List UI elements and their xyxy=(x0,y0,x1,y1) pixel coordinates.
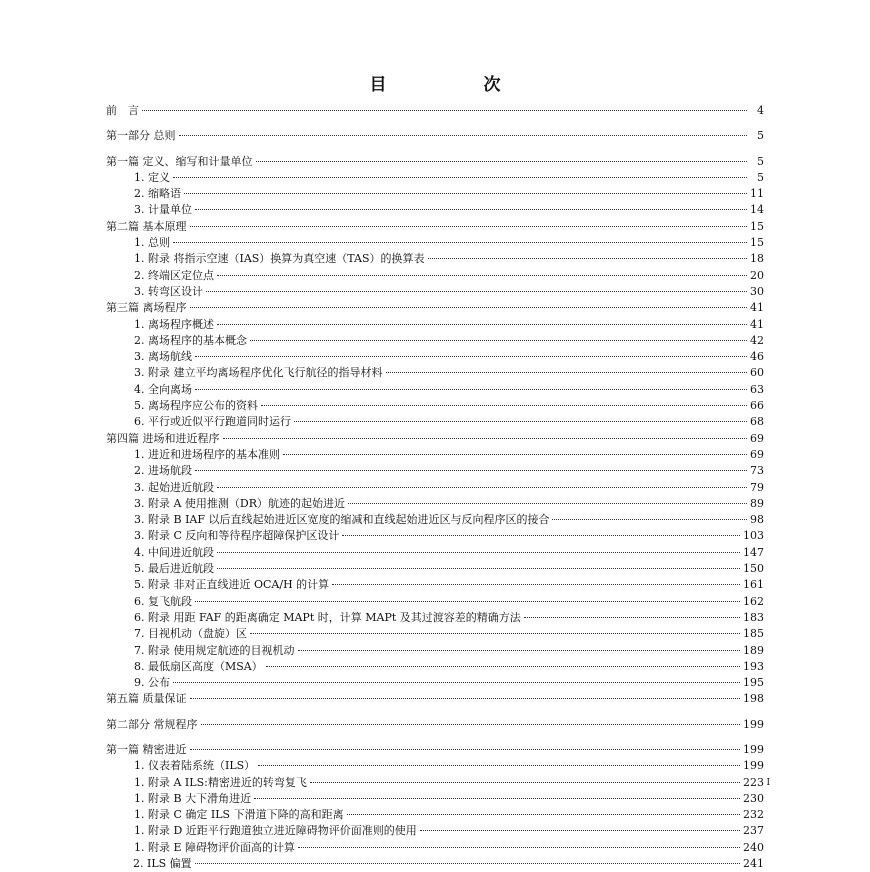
toc-entry-page: 199 xyxy=(743,759,764,773)
toc-entry-label: 6. 平行或近似平行跑道同时运行 xyxy=(134,415,291,429)
toc-entry-page: 162 xyxy=(743,594,764,608)
toc-entry-page: 198 xyxy=(743,692,764,706)
toc-entry[interactable] xyxy=(106,675,764,691)
toc-entry-page: 223 xyxy=(743,775,764,789)
dot-leader xyxy=(195,470,747,471)
toc-entry-page: 189 xyxy=(743,643,764,657)
dot-leader xyxy=(195,601,740,602)
toc-entry[interactable] xyxy=(106,823,764,839)
toc-entry-label: 7. 附录 使用规定航迹的目视机动 xyxy=(134,643,295,657)
toc-entry[interactable] xyxy=(106,333,764,349)
toc-entry-label: 5. 最后进近航段 xyxy=(134,562,214,576)
toc-entry-page: 98 xyxy=(750,513,764,527)
toc-entry[interactable] xyxy=(106,235,764,251)
toc-entry[interactable] xyxy=(106,840,764,856)
toc-entry-page: 193 xyxy=(743,659,764,673)
dot-leader xyxy=(184,193,747,194)
toc-entry[interactable] xyxy=(106,251,764,267)
toc-entry[interactable] xyxy=(106,170,764,186)
toc-entry-label: 第一篇 精密进近 xyxy=(106,742,187,756)
toc-entry-label: 1. 定义 xyxy=(134,170,170,184)
toc-entry-page: 69 xyxy=(750,447,764,461)
dot-leader xyxy=(386,372,748,373)
toc-entry[interactable] xyxy=(106,594,764,610)
toc-entry[interactable] xyxy=(106,512,764,528)
toc-entry-page: 5 xyxy=(757,129,764,143)
toc-entry[interactable] xyxy=(106,414,764,430)
toc-entry-page: 195 xyxy=(743,676,764,690)
toc-entry-label: 3. 转弯区设计 xyxy=(134,284,203,298)
toc-entry-label: 9. 公布 xyxy=(134,676,170,690)
toc-entry-label: 3. 附录 建立平均离场程序优化飞行航径的指导材料 xyxy=(134,366,383,380)
toc-entry-page: 232 xyxy=(743,808,764,822)
toc-entry[interactable] xyxy=(106,349,764,365)
toc-title: 目 次 xyxy=(369,75,541,95)
toc-entry-page: 79 xyxy=(750,480,764,494)
toc-entry-label: 第一部分 总则 xyxy=(106,129,176,143)
toc-entry-page: 63 xyxy=(750,382,764,396)
toc-entry-label: 1. 附录 A ILS:精密进近的转弯复飞 xyxy=(134,775,307,789)
dot-leader xyxy=(294,421,747,422)
toc-entry-label: 2. 缩略语 xyxy=(134,187,181,201)
toc-entry[interactable] xyxy=(106,561,764,577)
toc-entry[interactable] xyxy=(106,480,764,496)
toc-entry-page: 73 xyxy=(750,464,764,478)
dot-leader xyxy=(348,503,747,504)
toc-entry-page: 89 xyxy=(750,496,764,510)
toc-entry-page: 30 xyxy=(750,284,764,298)
toc-entry-label: 1. 附录 将指示空速（IAS）换算为真空速（TAS）的换算表 xyxy=(134,252,425,266)
toc-entry-label: 第二篇 基本原理 xyxy=(106,219,187,233)
toc-entry-label: 第四篇 进场和进近程序 xyxy=(106,431,220,445)
toc-entry-label: 2. 终端区定位点 xyxy=(134,268,214,282)
dot-leader xyxy=(342,535,740,536)
toc-entry-label: 4. 全向离场 xyxy=(134,382,192,396)
dot-leader xyxy=(201,724,741,725)
toc-entry[interactable] xyxy=(106,317,764,333)
toc-entry[interactable] xyxy=(106,807,764,823)
toc-entry[interactable] xyxy=(106,856,764,872)
toc-entry-page: 69 xyxy=(750,431,764,445)
dot-leader xyxy=(173,682,740,683)
dot-leader xyxy=(206,291,747,292)
toc-entry[interactable] xyxy=(106,154,764,170)
toc-entry[interactable] xyxy=(106,742,764,758)
toc-entry-page: 147 xyxy=(743,545,764,559)
dot-leader xyxy=(195,389,747,390)
toc-entry-label: 4. 中间进近航段 xyxy=(134,545,214,559)
toc-entry[interactable] xyxy=(106,284,764,300)
toc-entry-page: 20 xyxy=(750,268,764,282)
toc-entry[interactable] xyxy=(106,691,764,707)
table-of-contents xyxy=(106,103,764,872)
dot-leader xyxy=(524,617,740,618)
dot-leader xyxy=(217,568,740,569)
dot-leader xyxy=(217,552,740,553)
dot-leader xyxy=(223,438,748,439)
toc-entry[interactable] xyxy=(106,431,764,447)
toc-entry-page: 240 xyxy=(743,840,764,854)
toc-entry-page: 60 xyxy=(750,366,764,380)
dot-leader xyxy=(190,226,748,227)
toc-entry-label: 第五篇 质量保证 xyxy=(106,692,187,706)
toc-entry-page: 42 xyxy=(750,333,764,347)
toc-entry-label: 3. 附录 C 反向和等待程序超障保护区设计 xyxy=(134,529,340,543)
toc-entry-page: 5 xyxy=(757,154,764,168)
toc-entry[interactable] xyxy=(106,626,764,642)
toc-entry-label: 1. 附录 B 大下滑角进近 xyxy=(134,791,252,805)
toc-entry-page: 199 xyxy=(743,717,764,731)
dot-leader xyxy=(195,863,740,864)
toc-entry-page: 46 xyxy=(750,350,764,364)
dot-leader xyxy=(217,324,747,325)
toc-entry-label: 第三篇 离场程序 xyxy=(106,301,187,315)
dot-leader xyxy=(190,698,741,699)
toc-entry-label: 5. 离场程序应公布的资料 xyxy=(134,399,258,413)
toc-entry[interactable] xyxy=(106,219,764,235)
toc-entry-label: 3. 附录 A 使用推测（DR）航迹的起始进近 xyxy=(134,496,346,510)
toc-entry[interactable] xyxy=(106,496,764,512)
toc-entry-page: 14 xyxy=(750,203,764,217)
toc-entry-page: 66 xyxy=(750,399,764,413)
toc-entry-page: 230 xyxy=(743,791,764,805)
toc-entry-page: 199 xyxy=(743,742,764,756)
toc-entry-label: 5. 附录 非对正直线进近 OCA/H 的计算 xyxy=(134,578,330,592)
toc-entry-label: 3. 计量单位 xyxy=(134,203,192,217)
toc-entry-label: 8. 最低扇区高度（MSA） xyxy=(134,659,263,673)
dot-leader xyxy=(258,765,740,766)
toc-entry-page: 18 xyxy=(750,252,764,266)
dot-leader xyxy=(261,405,747,406)
toc-entry[interactable] xyxy=(106,128,764,144)
toc-entry[interactable] xyxy=(106,643,764,659)
dot-leader xyxy=(428,258,747,259)
toc-entry-label: 第一篇 定义、缩写和计量单位 xyxy=(106,154,253,168)
toc-entry-page: 185 xyxy=(743,627,764,641)
toc-entry-label: 前 言 xyxy=(106,104,139,117)
toc-entry-label: 2. ILS 偏置 xyxy=(133,857,192,871)
dot-leader xyxy=(195,356,747,357)
toc-entry[interactable] xyxy=(106,186,764,202)
toc-entry-label: 6. 附录 用距 FAF 的距离确定 MAPt 时，计算 MAPt 及其过渡容差的精确方法 xyxy=(134,610,521,624)
toc-entry[interactable] xyxy=(106,717,764,733)
toc-entry[interactable] xyxy=(106,382,764,398)
dot-leader xyxy=(283,454,747,455)
dot-leader xyxy=(173,242,747,243)
toc-entry[interactable] xyxy=(106,528,764,544)
toc-entry-label: 6. 复飞航段 xyxy=(134,594,192,608)
dot-leader xyxy=(217,487,747,488)
toc-entry-page: 103 xyxy=(743,529,764,543)
toc-entry-label: 7. 目视机动（盘旋）区 xyxy=(134,627,247,641)
dot-leader xyxy=(266,666,740,667)
toc-entry-label: 第二部分 常规程序 xyxy=(106,717,198,731)
toc-entry-label: 2. 进场航段 xyxy=(134,464,192,478)
toc-entry-page: 5 xyxy=(757,170,764,184)
toc-entry-label: 2. 离场程序的基本概念 xyxy=(134,333,247,347)
toc-entry-label: 1. 仪表着陆系统（ILS） xyxy=(134,759,256,773)
toc-entry-page: 150 xyxy=(743,562,764,576)
toc-entry-page: 241 xyxy=(743,857,764,871)
toc-entry[interactable] xyxy=(106,202,764,218)
toc-entry[interactable] xyxy=(106,463,764,479)
toc-entry[interactable] xyxy=(106,103,764,119)
toc-entry[interactable] xyxy=(106,791,764,807)
toc-entry[interactable] xyxy=(106,758,764,774)
toc-entry-page: 161 xyxy=(743,578,764,592)
dot-leader xyxy=(173,177,747,178)
toc-entry[interactable] xyxy=(106,775,764,791)
dot-leader xyxy=(298,847,740,848)
dot-leader xyxy=(179,135,748,136)
dot-leader xyxy=(195,209,747,210)
dot-leader xyxy=(347,814,740,815)
dot-leader xyxy=(190,749,741,750)
toc-entry-label: 3. 起始进近航段 xyxy=(134,480,214,494)
toc-entry-label: 3. 附录 B IAF 以后直线起始进近区宽度的缩减和直线起始进近区与反向程序区的接合 xyxy=(134,513,550,527)
dot-leader xyxy=(250,340,747,341)
toc-entry-label: 1. 附录 E 障碍物评价面高的计算 xyxy=(134,840,296,854)
dot-leader xyxy=(190,307,748,308)
toc-entry[interactable] xyxy=(106,300,764,316)
toc-entry-page: 11 xyxy=(750,187,764,201)
dot-leader xyxy=(256,161,748,162)
toc-entry[interactable] xyxy=(106,545,764,561)
toc-entry-label: 1. 附录 C 确定 ILS 下滑道下降的高和距离 xyxy=(134,808,344,822)
toc-entry-label: 3. 离场航线 xyxy=(134,350,192,364)
toc-entry-page: 15 xyxy=(750,236,764,250)
toc-entry-page: 237 xyxy=(743,824,764,838)
dot-leader xyxy=(420,830,740,831)
toc-entry[interactable] xyxy=(106,577,764,593)
toc-entry-page: 41 xyxy=(750,301,764,315)
dot-leader xyxy=(142,110,747,111)
page-number: I xyxy=(766,778,770,788)
toc-entry-page: 183 xyxy=(743,610,764,624)
toc-entry[interactable] xyxy=(106,398,764,414)
toc-entry-label: 1. 进近和进场程序的基本准则 xyxy=(134,447,280,461)
dot-leader xyxy=(217,275,747,276)
dot-leader xyxy=(310,782,740,783)
toc-entry-page: 68 xyxy=(750,415,764,429)
dot-leader xyxy=(552,519,747,520)
toc-entry-label: 1. 总则 xyxy=(134,236,170,250)
toc-entry-label: 1. 附录 D 近距平行跑道独立进近障碍物评价面准则的使用 xyxy=(134,824,417,838)
dot-leader xyxy=(250,633,740,634)
toc-entry-page: 4 xyxy=(757,104,764,117)
toc-entry[interactable] xyxy=(106,447,764,463)
dot-leader xyxy=(298,650,741,651)
toc-entry[interactable] xyxy=(106,268,764,284)
toc-entry-label: 1. 离场程序概述 xyxy=(134,317,214,331)
toc-entry[interactable] xyxy=(106,365,764,381)
toc-entry[interactable] xyxy=(106,610,764,626)
toc-entry-page: 41 xyxy=(750,317,764,331)
dot-leader xyxy=(254,798,740,799)
toc-entry[interactable] xyxy=(106,659,764,675)
dot-leader xyxy=(332,584,740,585)
toc-entry-page: 15 xyxy=(750,219,764,233)
